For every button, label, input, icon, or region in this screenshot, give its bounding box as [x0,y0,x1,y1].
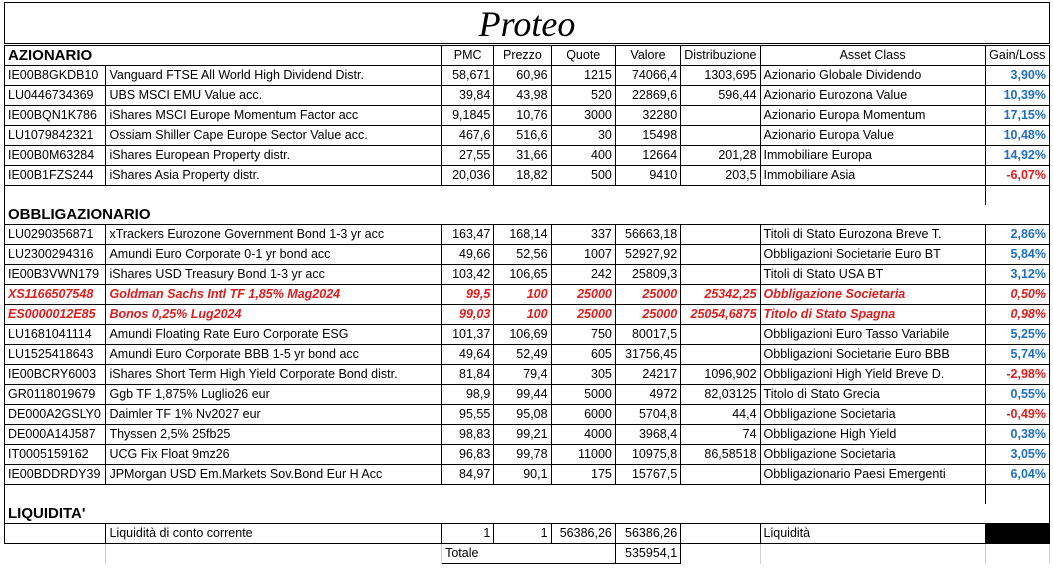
quote-cell[interactable]: 500 [551,166,615,186]
empty-cell [760,485,985,505]
prezzo-cell[interactable]: 99,21 [494,425,551,445]
asset-class-cell[interactable]: Obbligazioni Societarie Euro BT [760,245,985,265]
prezzo-cell[interactable]: 168,14 [494,225,551,245]
asset-class-cell[interactable]: Obbligazioni Euro Tasso Variabile [760,325,985,345]
pmc-cell[interactable]: 96,83 [442,445,494,465]
quote-cell[interactable]: 337 [551,225,615,245]
pmc-cell[interactable]: 58,671 [442,66,494,86]
empty-cell [5,544,106,564]
isin-cell[interactable]: IE00B0M63284 [5,146,106,166]
quote-cell[interactable]: 25000 [551,285,615,305]
gain-loss-cell[interactable]: 17,15% [985,106,1049,126]
gain-loss-cell[interactable]: 0,55% [985,385,1049,405]
name-cell[interactable]: Ossiam Shiller Cape Europe Sector Value acc. [106,126,442,146]
empty-cell [106,485,442,505]
empty-cell [681,186,760,206]
distribuzione-cell[interactable] [681,325,760,345]
quote-cell[interactable]: 242 [551,265,615,285]
pmc-cell[interactable]: 84,97 [442,465,494,485]
isin-cell[interactable]: ES0000012E85 [5,305,106,325]
valore-cell[interactable]: 31756,45 [615,345,680,365]
prezzo-cell[interactable]: 99,78 [494,445,551,465]
distribuzione-cell[interactable] [681,225,760,245]
gain-loss-cell[interactable]: 0,50% [985,285,1049,305]
pmc-cell[interactable]: 101,37 [442,325,494,345]
empty-cell [551,186,615,206]
quote-cell[interactable]: 1007 [551,245,615,265]
gain-loss-cell[interactable]: -6,07% [985,166,1049,186]
quote-cell[interactable]: 11000 [551,445,615,465]
isin-cell[interactable]: IT0005159162 [5,445,106,465]
table-row [5,166,1050,186]
quote-cell[interactable]: 4000 [551,425,615,445]
gain-loss-cell[interactable]: 0,38% [985,425,1049,445]
col-header-valore[interactable]: Valore [615,46,680,66]
col-header-prezzo[interactable]: Prezzo [494,46,551,66]
gain-loss-cell[interactable]: 6,04% [985,465,1049,485]
quote-cell[interactable]: 305 [551,365,615,385]
gain-loss-cell[interactable]: -2,98% [985,365,1049,385]
isin-cell[interactable]: DE000A2GSLY0 [5,405,106,425]
name-cell[interactable]: Amundi Euro Corporate BBB 1-5 yr bond acc [106,345,442,365]
asset-class-cell[interactable]: Obbligazioni High Yield Breve D. [760,365,985,385]
empty-cell [5,186,106,206]
distribuzione-cell[interactable]: 25342,25 [681,285,760,305]
name-cell[interactable]: iShares Short Term High Yield Corporate Bond distr. [106,365,442,385]
valore-cell[interactable]: 56386,26 [615,524,680,544]
table-row [5,106,1050,126]
asset-class-cell[interactable]: Titoli di Stato Eurozona Breve T. [760,225,985,245]
isin-cell[interactable]: IE00BDDRDY39 [5,465,106,485]
valore-cell[interactable]: 25000 [615,305,680,325]
pmc-cell[interactable]: 39,84 [442,86,494,106]
valore-cell[interactable]: 9410 [615,166,680,186]
table-row [5,345,1050,365]
distribuzione-cell[interactable]: 201,28 [681,146,760,166]
table-row [5,66,1050,86]
empty-cell [985,504,1049,524]
empty-cell [760,205,985,225]
table-row [5,405,1050,425]
table-row [5,524,1050,544]
table-row [5,465,1050,485]
table-row [5,265,1050,285]
col-header-distribuzione[interactable]: Distribuzione [681,46,760,66]
asset-class-cell[interactable]: Obbligazione Societaria [760,405,985,425]
gain-loss-cell[interactable]: 10,39% [985,86,1049,106]
isin-cell[interactable]: GR0118019679 [5,385,106,405]
distribuzione-cell[interactable] [681,345,760,365]
empty-cell [760,504,985,524]
name-cell[interactable]: iShares USD Treasury Bond 1-3 yr acc [106,265,442,285]
empty-cell [442,504,494,524]
valore-cell[interactable]: 3968,4 [615,425,680,445]
pmc-cell[interactable]: 9,1845 [442,106,494,126]
valore-cell[interactable]: 15767,5 [615,465,680,485]
section-title-azionario: AZIONARIO [5,46,442,66]
asset-class-cell[interactable]: Obbligazionario Paesi Emergenti [760,465,985,485]
isin-cell[interactable]: IE00BQN1K786 [5,106,106,126]
empty-cell [681,205,760,225]
asset-class-cell[interactable]: Azionario Eurozona Value [760,86,985,106]
section-title-obbligazionario: OBBLIGAZIONARIO [5,205,442,225]
pmc-cell[interactable]: 99,5 [442,285,494,305]
valore-cell[interactable]: 22869,6 [615,86,680,106]
totale-label: Totale [442,544,616,564]
distribuzione-cell[interactable] [681,465,760,485]
pmc-cell[interactable]: 49,64 [442,345,494,365]
distribuzione-cell[interactable]: 25054,6875 [681,305,760,325]
pmc-cell[interactable]: 81,84 [442,365,494,385]
pmc-cell[interactable]: 49,66 [442,245,494,265]
blank-row [5,186,1050,206]
prezzo-cell[interactable]: 31,66 [494,146,551,166]
empty-cell [494,485,551,505]
gain-loss-cell[interactable]: 3,05% [985,445,1049,465]
gain-loss-cell[interactable]: 5,74% [985,345,1049,365]
empty-cell [5,485,106,505]
empty-cell [760,544,985,564]
empty-cell [551,504,615,524]
prezzo-cell[interactable]: 18,82 [494,166,551,186]
empty-cell [615,485,680,505]
distribuzione-cell[interactable]: 74 [681,425,760,445]
empty-cell [551,205,615,225]
empty-cell [615,504,680,524]
distribuzione-cell[interactable]: 82,03125 [681,385,760,405]
empty-cell [615,186,680,206]
empty-cell [985,544,1049,564]
totale-row [5,544,1050,564]
gain-loss-cell[interactable]: 5,84% [985,245,1049,265]
gain-loss-cell[interactable]: 0,98% [985,305,1049,325]
empty-cell [985,485,1049,505]
distribuzione-cell[interactable] [681,126,760,146]
gain-loss-cell[interactable]: 14,92% [985,146,1049,166]
empty-cell [442,186,494,206]
col-header-asset-class[interactable]: Asset Class [760,46,985,66]
asset-class-cell[interactable]: Titolo di Stato Grecia [760,385,985,405]
name-cell[interactable]: xTrackers Eurozone Government Bond 1-3 yr acc [106,225,442,245]
empty-cell [442,485,494,505]
name-cell[interactable]: Ggb TF 1,875% Luglio26 eur [106,385,442,405]
empty-cell [494,504,551,524]
name-cell[interactable]: iShares European Property distr. [106,146,442,166]
pmc-cell[interactable]: 163,47 [442,225,494,245]
distribuzione-cell[interactable]: 86,58518 [681,445,760,465]
isin-cell[interactable]: LU0290356871 [5,225,106,245]
name-cell[interactable]: Thyssen 2,5% 25fb25 [106,425,442,445]
prezzo-cell[interactable]: 95,08 [494,405,551,425]
name-cell[interactable]: Liquidità di conto corrente [106,524,442,544]
isin-cell[interactable]: DE000A14J587 [5,425,106,445]
asset-class-cell[interactable]: Obbligazione Societaria [760,445,985,465]
table-row [5,325,1050,345]
empty-cell [442,205,494,225]
table-row [5,365,1050,385]
name-cell[interactable]: Bonos 0,25% Lug2024 [106,305,442,325]
table-row [5,245,1050,265]
distribuzione-cell[interactable] [681,524,760,544]
asset-class-cell[interactable]: Azionario Globale Dividendo [760,66,985,86]
blank-row [5,485,1050,505]
isin-cell[interactable] [5,524,106,544]
valore-cell[interactable]: 32280 [615,106,680,126]
valore-cell[interactable]: 74066,4 [615,66,680,86]
asset-class-cell[interactable]: Azionario Europa Momentum [760,106,985,126]
col-header-quote[interactable]: Quote [551,46,615,66]
prezzo-cell[interactable]: 106,69 [494,325,551,345]
pmc-cell[interactable]: 95,55 [442,405,494,425]
pmc-cell[interactable]: 98,83 [442,425,494,445]
isin-cell[interactable]: IE00BCRY6003 [5,365,106,385]
table-row [5,305,1050,325]
prezzo-cell[interactable]: 60,96 [494,66,551,86]
pmc-cell[interactable]: 1 [442,524,494,544]
empty-cell [106,186,442,206]
isin-cell[interactable]: LU2300294316 [5,245,106,265]
empty-cell [494,205,551,225]
isin-cell[interactable]: LU1681041114 [5,325,106,345]
empty-cell [615,205,680,225]
quote-cell[interactable]: 1215 [551,66,615,86]
isin-cell[interactable]: IE00B1FZS244 [5,166,106,186]
asset-class-cell[interactable]: Titolo di Stato Spagna [760,305,985,325]
name-cell[interactable]: UBS MSCI EMU Value acc. [106,86,442,106]
quote-cell[interactable]: 750 [551,325,615,345]
gain-loss-cell[interactable] [985,524,1049,544]
name-cell[interactable]: Amundi Floating Rate Euro Corporate ESG [106,325,442,345]
name-cell[interactable]: JPMorgan USD Em.Markets Sov.Bond Eur H Acc [106,465,442,485]
empty-cell [494,186,551,206]
col-header-gain-loss[interactable]: Gain/Loss [985,46,1049,66]
prezzo-cell[interactable]: 1 [494,524,551,544]
asset-class-cell[interactable]: Azionario Europa Value [760,126,985,146]
totale-value[interactable]: 535954,1 [615,544,680,564]
empty-cell [681,504,760,524]
prezzo-cell[interactable]: 106,65 [494,265,551,285]
pmc-cell[interactable]: 103,42 [442,265,494,285]
distribuzione-cell[interactable]: 596,44 [681,86,760,106]
prezzo-cell[interactable]: 79,4 [494,365,551,385]
valore-cell[interactable]: 24217 [615,365,680,385]
header-row [5,46,1050,66]
empty-cell [681,485,760,505]
valore-cell[interactable]: 12664 [615,146,680,166]
quote-cell[interactable]: 6000 [551,405,615,425]
isin-cell[interactable]: IE00B3VWN179 [5,265,106,285]
gain-loss-cell[interactable]: 5,25% [985,325,1049,345]
gain-loss-cell[interactable]: 2,86% [985,225,1049,245]
prezzo-cell[interactable]: 516,6 [494,126,551,146]
asset-class-cell[interactable]: Immobiliare Asia [760,166,985,186]
quote-cell[interactable]: 5000 [551,385,615,405]
section-title-liquidita-row [5,504,1050,524]
quote-cell[interactable]: 175 [551,465,615,485]
pmc-cell[interactable]: 27,55 [442,146,494,166]
sheet-title: Proteo [4,2,1050,44]
isin-cell[interactable]: IE00B8GKDB10 [5,66,106,86]
asset-class-cell[interactable]: Titoli di Stato USA BT [760,265,985,285]
section-title-liquidita: LIQUIDITA' [5,504,442,524]
valore-cell[interactable]: 56663,18 [615,225,680,245]
gain-loss-cell[interactable]: 3,12% [985,265,1049,285]
prezzo-cell[interactable]: 100 [494,285,551,305]
valore-cell[interactable]: 4972 [615,385,680,405]
name-cell[interactable]: UCG Fix Float 9mz26 [106,445,442,465]
valore-cell[interactable]: 25000 [615,285,680,305]
distribuzione-cell[interactable] [681,245,760,265]
prezzo-cell[interactable]: 99,44 [494,385,551,405]
table-row [5,445,1050,465]
quote-cell[interactable]: 3000 [551,106,615,126]
section-title-obbligazionario-row [5,205,1050,225]
quote-cell[interactable]: 56386,26 [551,524,615,544]
prezzo-cell[interactable]: 90,1 [494,465,551,485]
isin-cell[interactable]: XS1166507548 [5,285,106,305]
isin-cell[interactable]: LU0446734369 [5,86,106,106]
table-row [5,86,1050,106]
quote-cell[interactable]: 605 [551,345,615,365]
valore-cell[interactable]: 25809,3 [615,265,680,285]
empty-cell [760,186,985,206]
distribuzione-cell[interactable]: 1096,902 [681,365,760,385]
name-cell[interactable]: Daimler TF 1% Nv2027 eur [106,405,442,425]
empty-cell [106,544,442,564]
name-cell[interactable]: Amundi Euro Corporate 0-1 yr bond acc [106,245,442,265]
empty-cell [985,205,1049,225]
pmc-cell[interactable]: 98,9 [442,385,494,405]
asset-class-cell[interactable]: Obbligazioni Societarie Euro BBB [760,345,985,365]
gain-loss-cell[interactable]: 3,90% [985,66,1049,86]
pmc-cell[interactable]: 20,036 [442,166,494,186]
prezzo-cell[interactable]: 43,98 [494,86,551,106]
valore-cell[interactable]: 80017,5 [615,325,680,345]
pmc-cell[interactable]: 99,03 [442,305,494,325]
isin-cell[interactable]: LU1525418643 [5,345,106,365]
table-row [5,425,1050,445]
quote-cell[interactable]: 520 [551,86,615,106]
prezzo-cell[interactable]: 52,56 [494,245,551,265]
empty-cell [985,186,1049,206]
table-row [5,146,1050,166]
gain-loss-cell[interactable]: 10,48% [985,126,1049,146]
name-cell[interactable]: iShares Asia Property distr. [106,166,442,186]
quote-cell[interactable]: 400 [551,146,615,166]
asset-class-cell[interactable]: Liquidità [760,524,985,544]
name-cell[interactable]: Goldman Sachs Intl TF 1,85% Mag2024 [106,285,442,305]
valore-cell[interactable]: 15498 [615,126,680,146]
empty-cell [551,485,615,505]
asset-class-cell[interactable]: Obbligazione Societaria [760,285,985,305]
name-cell[interactable]: iShares MSCI Europe Momentum Factor acc [106,106,442,126]
distribuzione-cell[interactable]: 203,5 [681,166,760,186]
isin-cell[interactable]: LU1079842321 [5,126,106,146]
distribuzione-cell[interactable]: 1303,695 [681,66,760,86]
prezzo-cell[interactable]: 10,76 [494,106,551,126]
distribuzione-cell[interactable] [681,106,760,126]
gain-loss-cell[interactable]: -0,49% [985,405,1049,425]
pmc-cell[interactable]: 467,6 [442,126,494,146]
quote-cell[interactable]: 30 [551,126,615,146]
valore-cell[interactable]: 52927,92 [615,245,680,265]
col-header-pmc[interactable]: PMC [442,46,494,66]
valore-cell[interactable]: 10975,8 [615,445,680,465]
quote-cell[interactable]: 25000 [551,305,615,325]
distribuzione-cell[interactable]: 44,4 [681,405,760,425]
empty-cell [681,544,760,564]
portfolio-table [4,45,1050,564]
distribuzione-cell[interactable] [681,265,760,285]
asset-class-cell[interactable]: Immobiliare Europa [760,146,985,166]
prezzo-cell[interactable]: 100 [494,305,551,325]
table-row [5,225,1050,245]
table-row [5,126,1050,146]
table-row [5,385,1050,405]
table-row [5,285,1050,305]
name-cell[interactable]: Vanguard FTSE All World High Dividend Distr. [106,66,442,86]
asset-class-cell[interactable]: Obbligazione High Yield [760,425,985,445]
valore-cell[interactable]: 5704,8 [615,405,680,425]
prezzo-cell[interactable]: 52,49 [494,345,551,365]
